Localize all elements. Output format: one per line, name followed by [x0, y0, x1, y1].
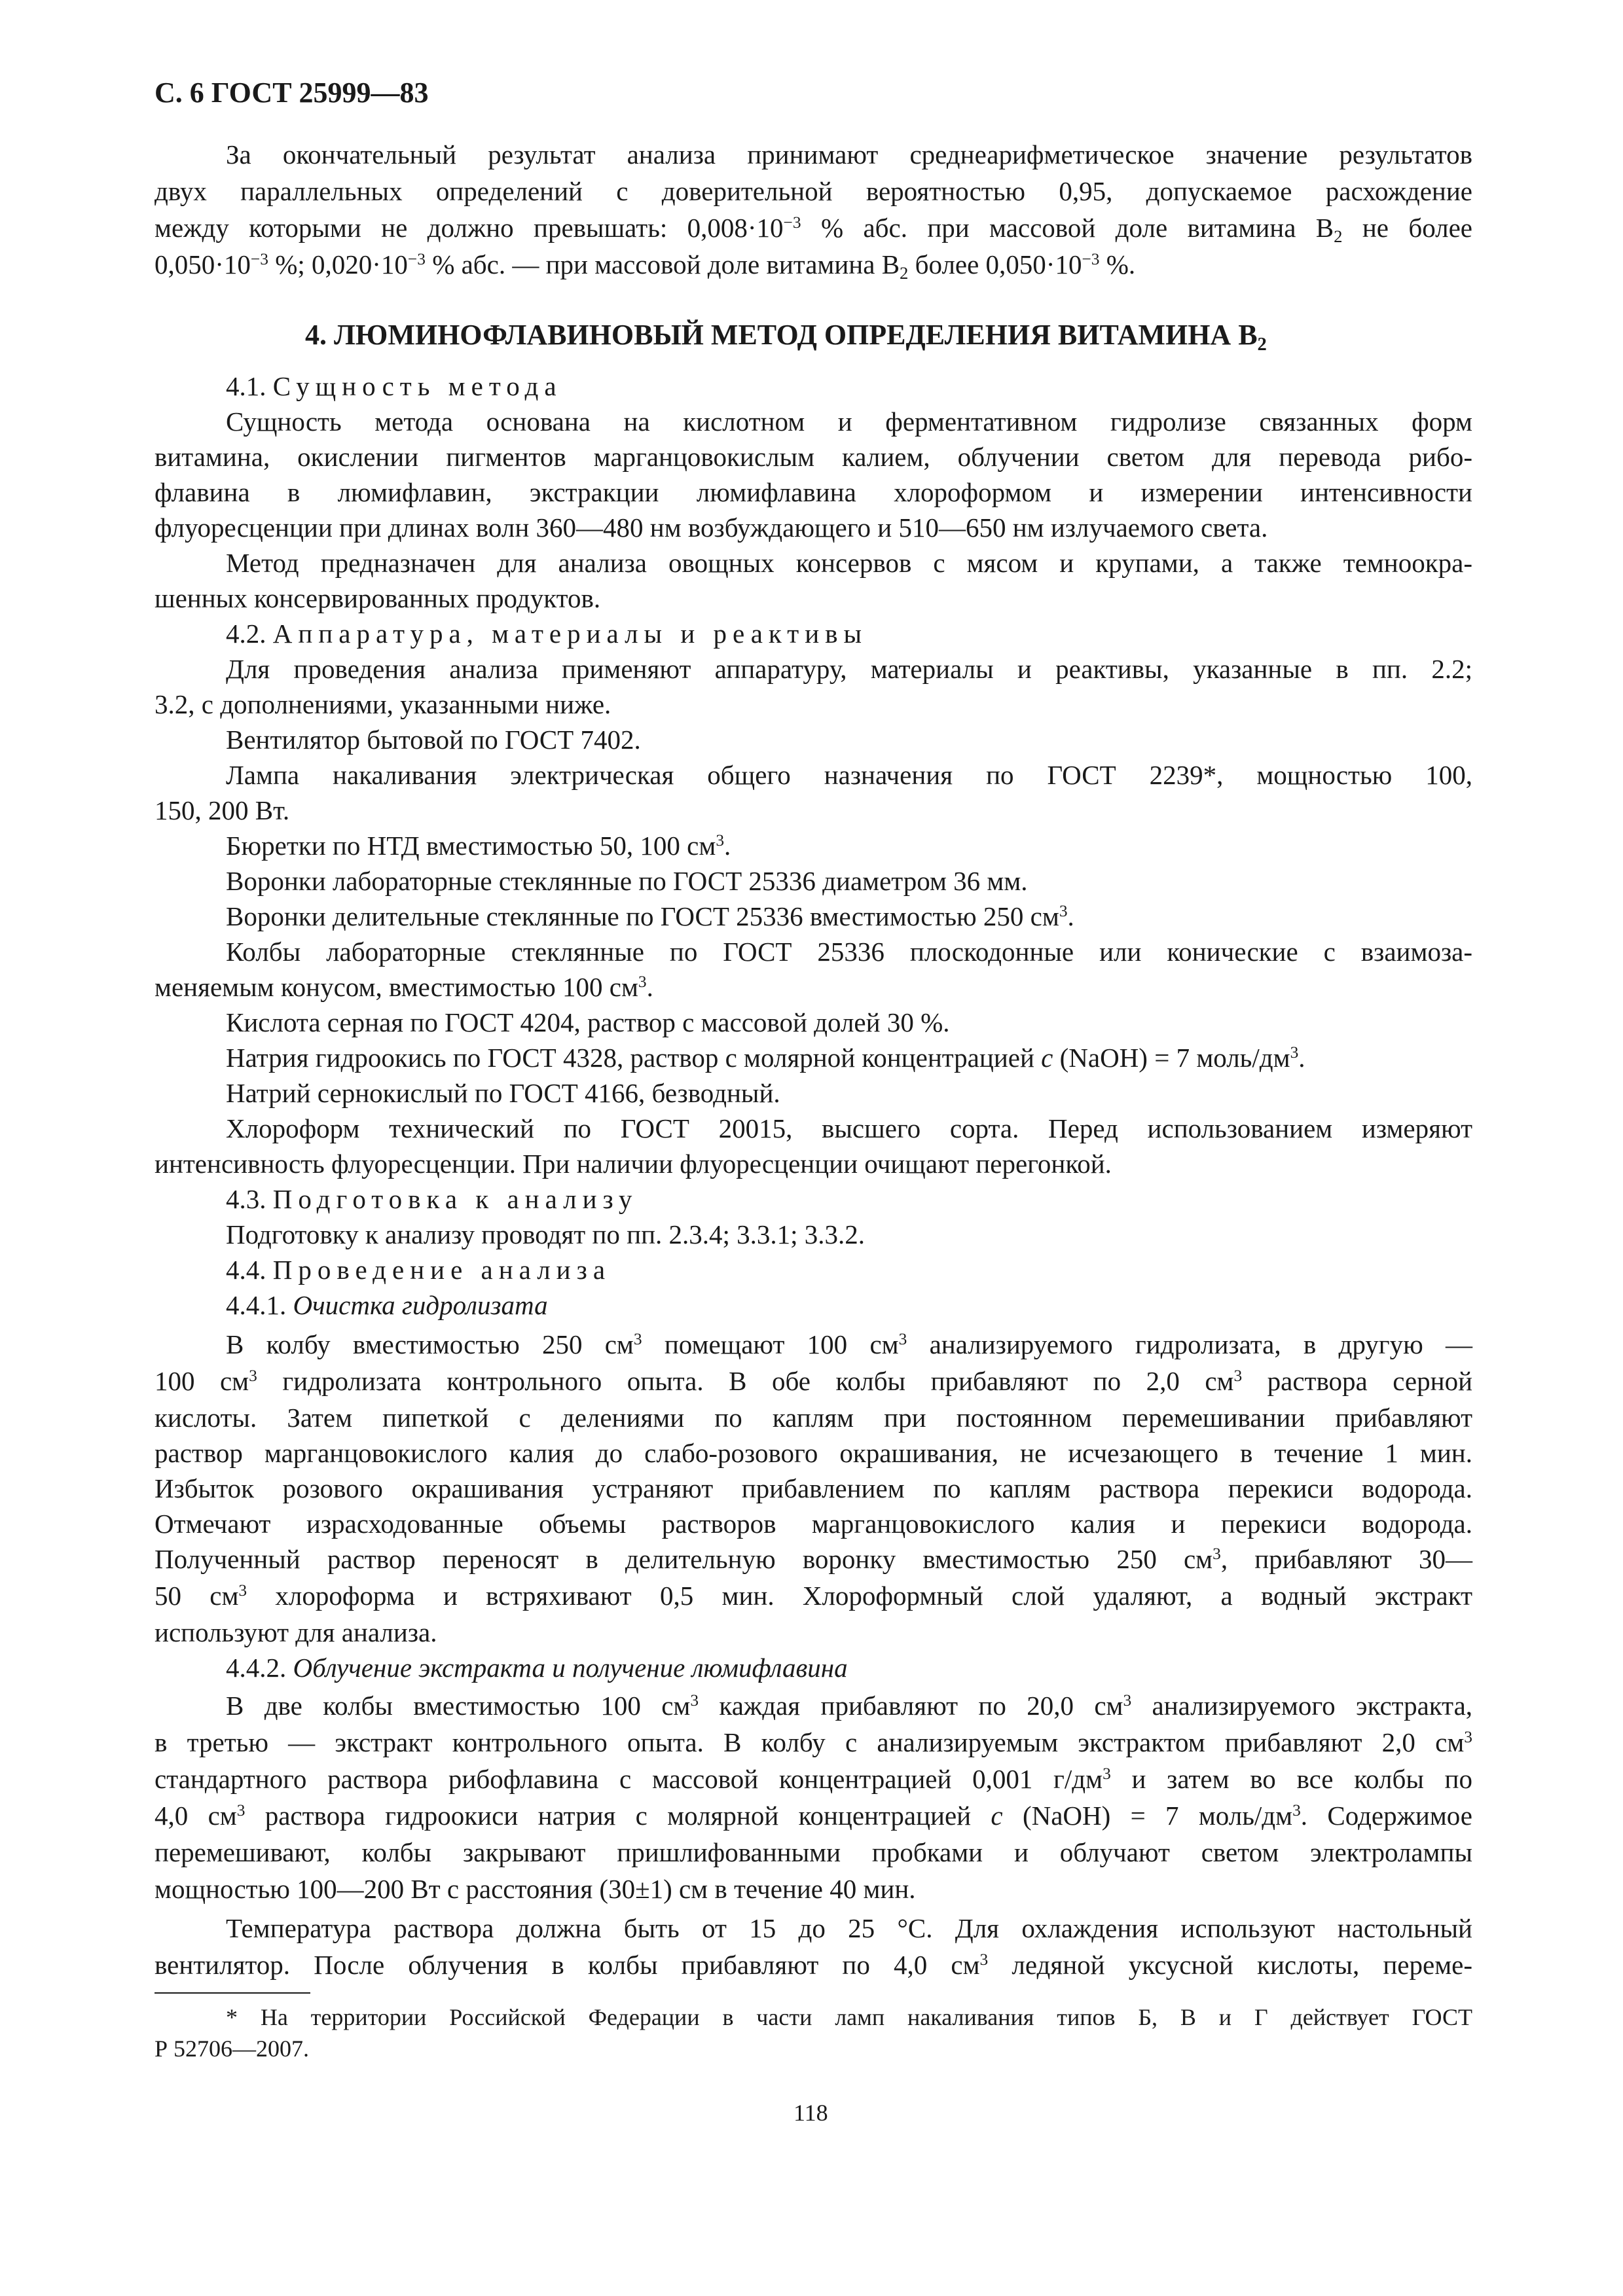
s42-line-6: Бюретки по НТД вместимостью 50, 100 $см^3$.	[226, 831, 731, 861]
s42-line-2: 3.2, с дополнениями, указанными ниже.	[155, 689, 611, 719]
p1-line-1: В колбу вместимостью 250 $см^3$ помещают 100 $см^3$ анализируемого гидролизата, в другую —	[226, 1329, 1472, 1359]
footnote-line-2: Р 52706—2007.	[155, 2036, 310, 2062]
p2-line-6: мощностью 100—200 Вт с расстояния (30±1) см в течение 40 мин.	[155, 1874, 916, 1904]
section-title: 4. ЛЮМИНОФЛАВИНОВЫЙ МЕТОД ОПРЕДЕЛЕНИЯ ВИТАМИНА $B_2$	[305, 319, 1267, 355]
s42-line-15: интенсивность флуоресценции. При наличии флуоресценции очищают перегонкой.	[155, 1149, 1112, 1179]
subsection-4-3-heading: 4.3. Подготовка к анализу	[226, 1184, 638, 1214]
intro-line-3: между которыми не должно превышать: $0,008\cdot 10^{-3}$ % абс. при массовой доле витамина $B_2$ не более	[155, 213, 1473, 246]
p1-line-7: Полученный раствор переносят в делительную воронку вместимостью 250 $см^3$, прибавляют 30—	[155, 1544, 1472, 1574]
subsection-4-1-heading: 4.1. Сущность метода	[226, 371, 562, 401]
footnote-line-1: * На территории Российской Федерации в части ламп накаливания типов Б, В и Г действует ГОСТ	[226, 2004, 1472, 2030]
s42-line-11: Кислота серная по ГОСТ 4204, раствор с массовой долей 30 %.	[226, 1007, 950, 1037]
intro-line-2: двух параллельных определений с доверительной вероятностью 0,95, допускаемое расхождение	[155, 176, 1472, 206]
s42-line-8: Воронки делительные стеклянные по ГОСТ 25336 вместимостью 250 $см^3$.	[226, 901, 1074, 931]
p1-line-4: раствор марганцовокислого калия до слабо-розового окрашивания, не исчезающего в течение 1 мин.	[155, 1438, 1472, 1468]
p2-line-5: перемешивают, колбы закрывают пришлифованными пробками и облучают светом электролампы	[155, 1837, 1472, 1867]
s42-line-13: Натрий сернокислый по ГОСТ 4166, безводный.	[226, 1078, 780, 1108]
s41-line-1: Сущность метода основана на кислотном и ферментативном гидролизе связанных форм	[226, 406, 1472, 437]
s42-line-7: Воронки лабораторные стеклянные по ГОСТ 25336 диаметром 36 мм.	[226, 866, 1028, 896]
subsection-4-4-1-heading: 4.4.1. Очистка гидролизата	[226, 1290, 548, 1320]
s43-line-1: Подготовку к анализу проводят по пп. 2.3.4; 3.3.1; 3.3.2.	[226, 1219, 866, 1249]
s42-line-10: меняемым конусом, вместимостью 100 $см^3$.	[155, 972, 653, 1002]
s42-line-14: Хлороформ технический по ГОСТ 20015, высшего сорта. Перед использованием измеряют	[226, 1113, 1472, 1143]
p1-line-9: используют для анализа.	[155, 1617, 437, 1647]
p1-line-5: Избыток розового окрашивания устраняют прибавлением по каплям раствора перекиси водорода.	[155, 1473, 1472, 1503]
s42-line-5: 150, 200 Вт.	[155, 795, 290, 825]
subsection-4-4-heading: 4.4. Проведение анализа	[226, 1255, 611, 1285]
p2-line-3: стандартного раствора рибофлавина с массовой концентрацией 0,001 $г/дм^3$ и затем во все колбы по	[155, 1764, 1472, 1794]
s42-line-3: Вентилятор бытовой по ГОСТ 7402.	[226, 725, 641, 755]
p3-line-2: вентилятор. После облучения в колбы прибавляют по 4,0 $см^3$ ледяной уксусной кислоты, переме-	[155, 1950, 1472, 1980]
p1-line-6: Отмечают израсходованные объемы растворов марганцовокислого калия и перекиси водорода.	[155, 1509, 1472, 1539]
s42-line-9: Колбы лабораторные стеклянные по ГОСТ 25336 плоскодонные или конические с взаимоза-	[226, 937, 1472, 967]
s41-line-3: флавина в люмифлавин, экстракции люмифлавина хлороформом и измерении интенсивности	[155, 477, 1472, 507]
intro-line-4: $0,050\cdot 10^{-3}$ %; $0,020\cdot 10^{-3}$ % абс. — при массовой доле витамина $B_2$ более $0,050\cdot 10^{-3}$ %.	[155, 249, 1136, 283]
s42-line-12: Натрия гидроокись по ГОСТ 4328, раствор с молярной концентрацией c (NaOH) = 7 моль/$дм^3$.	[226, 1043, 1305, 1073]
intro-line-1: За окончательный результат анализа принимают среднеарифметическое значение результатов	[226, 139, 1472, 170]
s42-line-1: Для проведения анализа применяют аппаратуру, материалы и реактивы, указанные в пп. 2.2;	[226, 654, 1472, 684]
p2-line-1: В две колбы вместимостью 100 $см^3$ каждая прибавляют по 20,0 $см^3$ анализируемого экстракта,	[226, 1691, 1473, 1721]
footnote-rule	[155, 1992, 310, 1994]
p1-line-2: 100 $см^3$ гидролизата контрольного опыта. В обе колбы прибавляют по 2,0 $см^3$ раствора серной	[155, 1366, 1473, 1396]
page-number: 118	[793, 2100, 828, 2126]
s41-line-4: флуоресценции при длинах волн 360—480 нм возбуждающего и 510—650 нм излучаемого света.	[155, 512, 1268, 543]
s41-line-6: шенных консервированных продуктов.	[155, 583, 601, 613]
p2-line-2: в третью — экстракт контрольного опыта. В колбу с анализируемым экстрактом прибавляют 2,0 $см^3$	[155, 1727, 1472, 1757]
s42-line-4: Лампа накаливания электрическая общего назначения по ГОСТ 2239*, мощностью 100,	[226, 760, 1472, 790]
p2-line-4: 4,0 $см^3$ раствора гидроокиси натрия с молярной концентрацией c (NaOH) = 7 моль/$дм^3$. Содержимое	[155, 1801, 1472, 1831]
running-header: С. 6 ГОСТ 25999—83	[155, 77, 429, 109]
s41-line-5: Метод предназначен для анализа овощных консервов с мясом и крупами, а также темноокра-	[226, 548, 1472, 578]
s41-line-2: витамина, окислении пигментов марганцовокислым калием, облучении светом для перевода рибо-	[155, 442, 1472, 472]
subsection-4-2-heading: 4.2. Аппаратура, материалы и реактивы	[226, 619, 868, 649]
p3-line-1: Температура раствора должна быть от 15 до 25 °С. Для охлаждения используют настольный	[226, 1913, 1472, 1943]
p1-line-8: 50 $см^3$ хлороформа и встряхивают 0,5 мин. Хлороформный слой удаляют, а водный экстракт	[155, 1581, 1473, 1611]
p1-line-3: кислоты. Затем пипеткой с делениями по каплям при постоянном перемешивании прибавляют	[155, 1403, 1472, 1433]
subsection-4-4-2-heading: 4.4.2. Облучение экстракта и получение люмифлавина	[226, 1653, 848, 1683]
